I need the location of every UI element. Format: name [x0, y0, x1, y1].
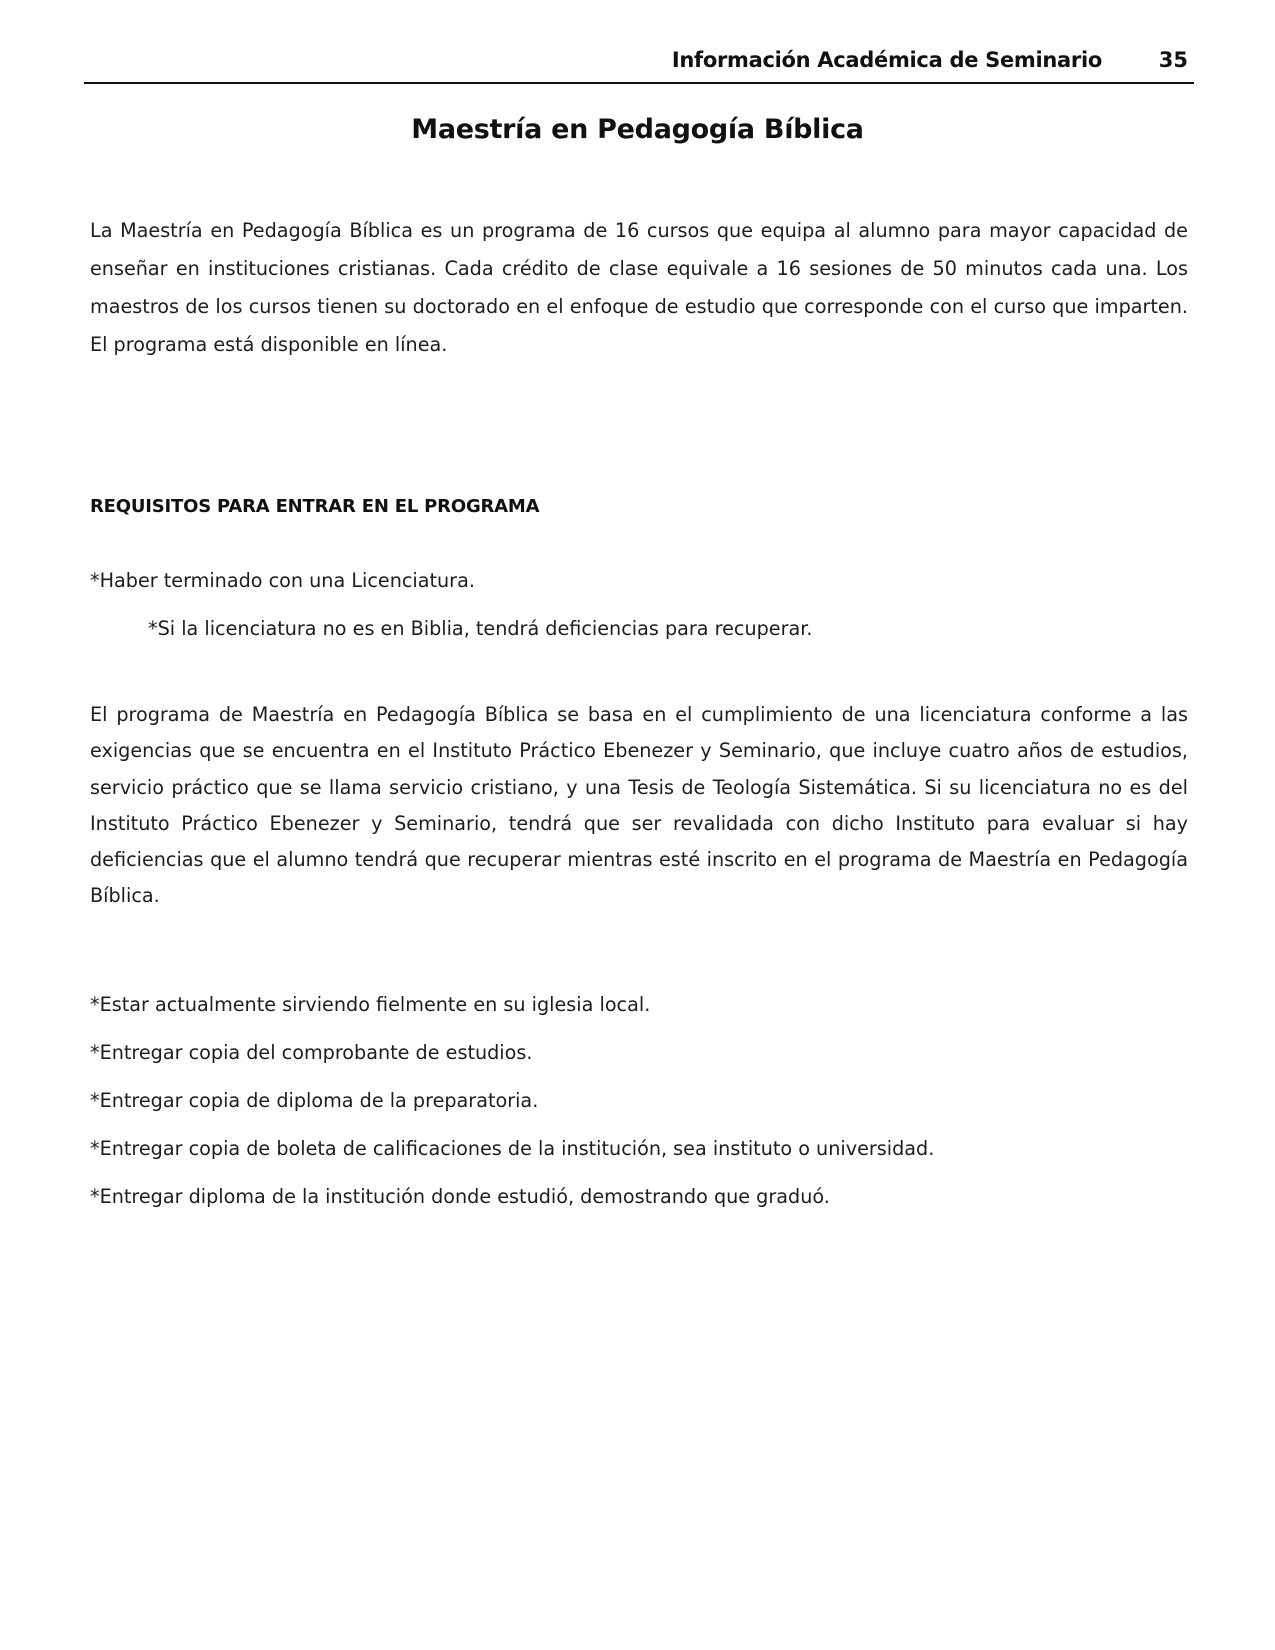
- requirement-item: *Entregar copia del comprobante de estudios.: [90, 1041, 533, 1064]
- page-number: 35: [1158, 48, 1188, 72]
- requirement-item: *Entregar copia de diploma de la preparatoria.: [90, 1089, 539, 1112]
- requirement-item: *Entregar copia de boleta de calificaciones de la institución, sea instituto o universidad.: [90, 1137, 935, 1160]
- requirement-item: *Estar actualmente sirviendo fielmente en su iglesia local.: [90, 993, 651, 1016]
- document-title: Maestría en Pedagogía Bíblica: [411, 114, 864, 145]
- requirements-heading: REQUISITOS PARA ENTRAR EN EL PROGRAMA: [90, 496, 540, 517]
- running-header-title: Información Académica de Seminario: [671, 48, 1102, 72]
- requirement-item: *Entregar diploma de la institución donde estudió, demostrando que graduó.: [90, 1185, 830, 1208]
- intro-paragraph: La Maestría en Pedagogía Bíblica es un programa de 16 cursos que equipa al alumno para mayor capacidad de enseñar en instituciones cristianas. Cada crédito de clase equivale a 16 sesiones de 50 minutos cada una. Los maestros de los cursos tienen su doctorado en el enfoque de estudio que corresponde con el curso que imparten. El programa está disponible en línea.: [90, 219, 1188, 356]
- program-paragraph: El programa de Maestría en Pedagogía Bíblica se basa en el cumplimiento de una licenciatura conforme a las exigencias que se encuentra en el Instituto Práctico Ebenezer y Seminario, que incluye cuatro años de estudios, servicio práctico que se llama servicio cristiano, y una Tesis de Teología Sistemática. Si su licenciatura no es del Instituto Práctico Ebenezer y Seminario, tendrá que ser revalidada con dicho Instituto para evaluar si hay deficiencias que el alumno tendrá que recuperar mientras esté inscrito en el programa de Maestría en Pedagogía Bíblica.: [90, 703, 1188, 908]
- page-header: [84, 44, 1194, 84]
- requirement-item: *Haber terminado con una Licenciatura.: [90, 569, 475, 592]
- requirement-subitem: *Si la licenciatura no es en Biblia, tendrá deficiencias para recuperar.: [148, 617, 813, 640]
